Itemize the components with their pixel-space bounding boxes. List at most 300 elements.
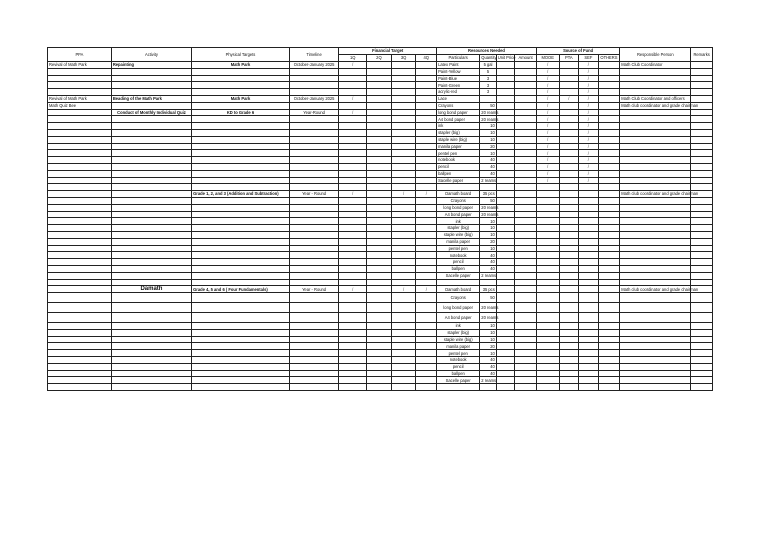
sheet-cell [192, 82, 290, 89]
sheet-cell [416, 377, 437, 384]
sheet-cell [391, 116, 416, 123]
sheet-cell [496, 116, 515, 123]
sheet-cell [598, 313, 620, 323]
sheet-cell [559, 82, 579, 89]
sheet-cell [192, 259, 290, 266]
check-mark: / [536, 143, 559, 150]
sheet-cell [579, 384, 599, 391]
sheet-cell [496, 377, 515, 384]
sheet-cell [111, 238, 191, 245]
sheet-cell [598, 336, 620, 343]
sheet-cell [339, 377, 367, 384]
sheet-cell [339, 102, 367, 109]
sheet-cell [192, 116, 290, 123]
table-row [48, 89, 713, 96]
sheet-cell [391, 109, 416, 116]
sheet-cell [598, 211, 620, 218]
sheet-cell [289, 265, 338, 272]
sheet-cell [192, 363, 290, 370]
quantity-cell: 40 [480, 370, 496, 377]
particular-cell: ballpen [437, 170, 480, 177]
particular-cell: stapler (big) [437, 329, 480, 336]
sheet-cell [48, 68, 112, 75]
sheet-cell [367, 109, 392, 116]
target-cell: Grade 1, 2, and 3 (Addition and Subtraction) [192, 191, 290, 198]
sheet-cell [111, 350, 191, 357]
sheet-cell [496, 231, 515, 238]
sheet-cell [598, 238, 620, 245]
particular-cell: long bond paper [437, 303, 480, 313]
sheet-cell [598, 245, 620, 252]
sheet-cell [111, 313, 191, 323]
sheet-cell [515, 218, 537, 225]
sheet-cell [416, 150, 437, 157]
check-mark: / [579, 157, 599, 164]
sheet-cell [559, 329, 579, 336]
responsible-cell: Math club coordinator and grade chairman [621, 286, 699, 292]
quantity-cell: 20 [480, 343, 496, 350]
sheet-cell [192, 245, 290, 252]
sheet-cell [289, 89, 338, 96]
sheet-cell [111, 384, 191, 391]
sheet-cell [691, 82, 713, 89]
quantity-cell: 3 [480, 75, 496, 82]
sheet-cell [598, 279, 620, 286]
sheet-cell [416, 218, 437, 225]
ppa-cell: Math Quiz Bee [48, 102, 112, 109]
sheet-cell [111, 82, 191, 89]
sheet-cell [598, 143, 620, 150]
sheet-cell [367, 75, 392, 82]
sheet-cell [416, 279, 437, 286]
sheet-cell [515, 252, 537, 259]
sheet-cell [579, 252, 599, 259]
header-financial-target: Financial Target [339, 48, 437, 55]
particular-cell: A4 bond paper [437, 116, 480, 123]
table-row [48, 204, 713, 211]
sheet-cell [598, 218, 620, 225]
table-row [48, 109, 713, 116]
sheet-cell [598, 272, 620, 279]
sheet-cell [192, 377, 290, 384]
sheet-cell [192, 136, 290, 143]
sheet-cell [48, 143, 112, 150]
sheet-cell [515, 116, 537, 123]
quantity-cell: 20 [480, 143, 496, 150]
sheet-cell [515, 245, 537, 252]
sheet-cell [391, 82, 416, 89]
quantity-cell: 10 [480, 329, 496, 336]
sheet-cell [289, 350, 338, 357]
sheet-cell [111, 363, 191, 370]
sheet-cell [367, 136, 392, 143]
sheet-cell [598, 377, 620, 384]
quantity-cell: 50 [480, 102, 496, 109]
particular-cell: Paint-Blue [437, 75, 480, 82]
header-source-of-fund: Source of Fund [536, 48, 619, 55]
sheet-cell [48, 238, 112, 245]
sheet-cell [111, 370, 191, 377]
target-cell: Math Park [192, 95, 290, 102]
sheet-cell [416, 116, 437, 123]
sheet-cell [111, 157, 191, 164]
sheet-cell [416, 136, 437, 143]
sheet-cell [496, 384, 515, 391]
sheet-cell [192, 323, 290, 330]
sheet-cell [496, 197, 515, 204]
sheet-cell [48, 313, 112, 323]
sheet-cell [691, 357, 713, 364]
sheet-cell [598, 184, 620, 191]
sheet-cell [598, 323, 620, 330]
particular-cell: manila paper [437, 143, 480, 150]
sheet-cell [339, 293, 367, 303]
check-mark: / [536, 109, 559, 116]
sheet-cell [48, 272, 112, 279]
sheet-cell [289, 177, 338, 184]
sheet-cell [515, 177, 537, 184]
sheet-cell [515, 377, 537, 384]
sheet-cell [367, 252, 392, 259]
sheet-cell [598, 68, 620, 75]
sheet-cell [598, 259, 620, 266]
sheet-cell [515, 143, 537, 150]
table-row [48, 377, 713, 384]
sheet-cell [496, 252, 515, 259]
quantity-cell: 10 [480, 225, 496, 232]
sheet-cell [391, 293, 416, 303]
sheet-cell [536, 272, 559, 279]
sheet-cell [339, 82, 367, 89]
sheet-cell [367, 370, 392, 377]
sheet-cell [391, 377, 416, 384]
sheet-cell [515, 123, 537, 130]
quantity-cell: 40 [480, 357, 496, 364]
timeline-cell: Year - Round [289, 191, 338, 198]
sheet-cell [579, 303, 599, 313]
sheet-cell [111, 343, 191, 350]
sheet-cell [691, 231, 713, 238]
table-row [48, 252, 713, 259]
particular-cell: A4 bond paper [437, 211, 480, 218]
sheet-cell [48, 136, 112, 143]
sheet-cell [192, 225, 290, 232]
sheet-cell [48, 197, 112, 204]
header-others: OTHERS [598, 55, 620, 62]
sheet-cell [391, 231, 416, 238]
particular-cell: Sacelle paper [437, 177, 480, 184]
particular-cell: ballpen [437, 265, 480, 272]
header-responsible-person: Responsible Person [620, 48, 691, 62]
sheet-cell [192, 89, 290, 96]
sheet-cell [339, 116, 367, 123]
sheet-cell [559, 231, 579, 238]
quantity-cell: 2 reams [481, 377, 497, 383]
sheet-cell [620, 370, 691, 377]
sheet-cell [339, 363, 367, 370]
sheet-cell [111, 329, 191, 336]
check-mark: / [416, 286, 437, 293]
particular-cell: notebook [437, 157, 480, 164]
sheet-cell [691, 75, 713, 82]
activity-cell: Conduct of Monthly Individual Quiz [111, 109, 191, 116]
sheet-cell [339, 252, 367, 259]
sheet-cell [579, 357, 599, 364]
quantity-cell: 3 [480, 89, 496, 96]
sheet-cell [391, 184, 416, 191]
check-mark: / [339, 286, 367, 293]
particular-cell: Paint-Yellow [437, 68, 480, 75]
sheet-cell [496, 170, 515, 177]
sheet-cell [691, 265, 713, 272]
sheet-cell [559, 75, 579, 82]
sheet-cell [416, 109, 437, 116]
sheet-cell [536, 343, 559, 350]
sheet-cell [536, 259, 559, 266]
sheet-cell [48, 150, 112, 157]
particular-cell: pencil [437, 163, 480, 170]
sheet-cell [496, 350, 515, 357]
table-row [48, 343, 713, 350]
check-mark: / [579, 89, 599, 96]
sheet-cell [691, 204, 713, 211]
quantity-cell: 20 [480, 238, 496, 245]
responsible-cell: Math Club Coordinator and officers [620, 95, 691, 102]
sheet-cell [339, 357, 367, 364]
sheet-cell [620, 245, 691, 252]
header-physical-targets: Physical Targets [192, 48, 290, 62]
sheet-cell [192, 343, 290, 350]
sheet-cell [192, 197, 290, 204]
activity-cell: Repainting [111, 62, 191, 69]
sheet-cell [620, 109, 691, 116]
sheet-cell [496, 102, 515, 109]
sheet-cell [559, 279, 579, 286]
check-mark: / [536, 136, 559, 143]
sheet-cell [192, 265, 290, 272]
sheet-cell [515, 197, 537, 204]
sheet-cell [598, 150, 620, 157]
check-mark: / [579, 150, 599, 157]
quantity-cell: 40 [480, 163, 496, 170]
sheet-cell [367, 129, 392, 136]
sheet-cell [367, 170, 392, 177]
sheet-cell [416, 170, 437, 177]
sheet-cell [598, 163, 620, 170]
quantity-cell: 40 [480, 157, 496, 164]
sheet-cell [579, 313, 599, 323]
sheet-cell [536, 293, 559, 303]
quantity-cell: 40 [480, 363, 496, 370]
sheet-cell [48, 177, 112, 184]
sheet-cell [48, 384, 112, 391]
sheet-cell [111, 150, 191, 157]
sheet-cell [289, 343, 338, 350]
sheet-cell [691, 336, 713, 343]
sheet-cell [48, 245, 112, 252]
sheet-cell [496, 129, 515, 136]
sheet-cell [289, 197, 338, 204]
sheet-cell [391, 259, 416, 266]
sheet-cell [48, 323, 112, 330]
sheet-cell [48, 231, 112, 238]
sheet-cell [416, 157, 437, 164]
sheet-cell [691, 313, 713, 323]
sheet-cell [559, 384, 579, 391]
sheet-cell [620, 377, 691, 384]
sheet-cell [515, 303, 537, 313]
sheet-cell [496, 303, 515, 313]
sheet-cell [579, 245, 599, 252]
sheet-cell [416, 211, 437, 218]
sheet-cell [515, 265, 537, 272]
sheet-cell [367, 218, 392, 225]
check-mark: / [339, 109, 367, 116]
sheet-cell [598, 136, 620, 143]
sheet-cell [339, 303, 367, 313]
quantity-cell: 40 [480, 170, 496, 177]
sheet-cell [48, 377, 112, 384]
timeline-cell: October-January 2025 [289, 95, 338, 102]
sheet-cell [111, 177, 191, 184]
check-mark: / [579, 75, 599, 82]
sheet-cell [339, 272, 367, 279]
sheet-cell [559, 177, 579, 184]
sheet-cell [339, 238, 367, 245]
table-row [48, 286, 713, 293]
sheet-cell [339, 245, 367, 252]
sheet-cell [579, 286, 599, 293]
sheet-cell [339, 370, 367, 377]
sheet-cell [192, 177, 290, 184]
table-row [48, 336, 713, 343]
sheet-cell [391, 303, 416, 313]
sheet-cell [691, 343, 713, 350]
responsible-cell: Math club coordinator and grade chairman [621, 103, 699, 109]
sheet-cell [515, 272, 537, 279]
check-mark: / [339, 95, 367, 102]
sheet-cell [289, 363, 338, 370]
sheet-cell [598, 225, 620, 232]
sheet-cell [536, 329, 559, 336]
sheet-cell [289, 252, 338, 259]
sheet-cell [496, 225, 515, 232]
table-row [48, 238, 713, 245]
sheet-cell [391, 136, 416, 143]
sheet-cell [192, 357, 290, 364]
sheet-cell [111, 170, 191, 177]
check-mark: / [536, 82, 559, 89]
sheet-cell [620, 343, 691, 350]
sheet-cell [192, 211, 290, 218]
sheet-cell [536, 245, 559, 252]
sheet-cell [289, 357, 338, 364]
sheet-cell [579, 329, 599, 336]
sheet-cell [416, 89, 437, 96]
sheet-cell [48, 279, 112, 286]
check-mark: / [579, 116, 599, 123]
sheet-cell [339, 170, 367, 177]
sheet-cell [48, 293, 112, 303]
sheet-cell [598, 102, 620, 109]
sheet-cell [620, 136, 691, 143]
check-mark: / [579, 62, 599, 69]
sheet-cell [559, 293, 579, 303]
sheet-cell [598, 350, 620, 357]
check-mark: / [536, 102, 559, 109]
sheet-cell [416, 177, 437, 184]
sheet-cell [536, 336, 559, 343]
sheet-cell [416, 143, 437, 150]
sheet-cell [515, 286, 537, 293]
sheet-cell [111, 143, 191, 150]
header-amount: Amount [515, 55, 537, 62]
sheet-cell [579, 225, 599, 232]
header-quantity: Quantity [481, 55, 497, 61]
sheet-cell [691, 163, 713, 170]
sheet-cell [515, 157, 537, 164]
sheet-cell [339, 231, 367, 238]
sheet-cell [598, 231, 620, 238]
sheet-cell [192, 293, 290, 303]
sheet-cell [416, 293, 437, 303]
sheet-cell [48, 259, 112, 266]
sheet-cell [515, 384, 537, 391]
quantity-cell: 35 pcs [480, 191, 496, 198]
table-row [48, 95, 713, 102]
sheet-cell [289, 238, 338, 245]
sheet-cell [48, 191, 112, 198]
sheet-cell [192, 157, 290, 164]
sheet-cell [367, 238, 392, 245]
sheet-cell [416, 336, 437, 343]
sheet-cell [391, 204, 416, 211]
sheet-cell [515, 150, 537, 157]
sheet-cell [367, 323, 392, 330]
check-mark: / [536, 89, 559, 96]
check-mark: / [579, 82, 599, 89]
sheet-cell [559, 377, 579, 384]
sheet-cell [339, 218, 367, 225]
sheet-cell [192, 204, 290, 211]
quantity-cell: 3 [480, 82, 496, 89]
sheet-cell [536, 225, 559, 232]
sheet-cell [339, 225, 367, 232]
quantity-cell: 20 reams [481, 116, 499, 122]
sheet-cell [496, 204, 515, 211]
sheet-cell [579, 238, 599, 245]
sheet-cell [367, 123, 392, 130]
sheet-cell [496, 363, 515, 370]
quantity-cell: 50 [480, 293, 496, 303]
target-cell: Grade 4, 5 and 6 ( Four Fundamentals) [192, 286, 290, 293]
sheet-cell [691, 157, 713, 164]
sheet-cell [515, 82, 537, 89]
sheet-cell [339, 211, 367, 218]
sheet-cell [391, 218, 416, 225]
table-row [48, 225, 713, 232]
sheet-cell [559, 197, 579, 204]
sheet-cell [579, 265, 599, 272]
table-row [48, 143, 713, 150]
quantity-cell: 10 [480, 123, 496, 130]
sheet-cell [496, 279, 515, 286]
sheet-cell [289, 313, 338, 323]
sheet-cell [391, 252, 416, 259]
sheet-cell [289, 170, 338, 177]
sheet-cell [48, 329, 112, 336]
sheet-cell [192, 329, 290, 336]
